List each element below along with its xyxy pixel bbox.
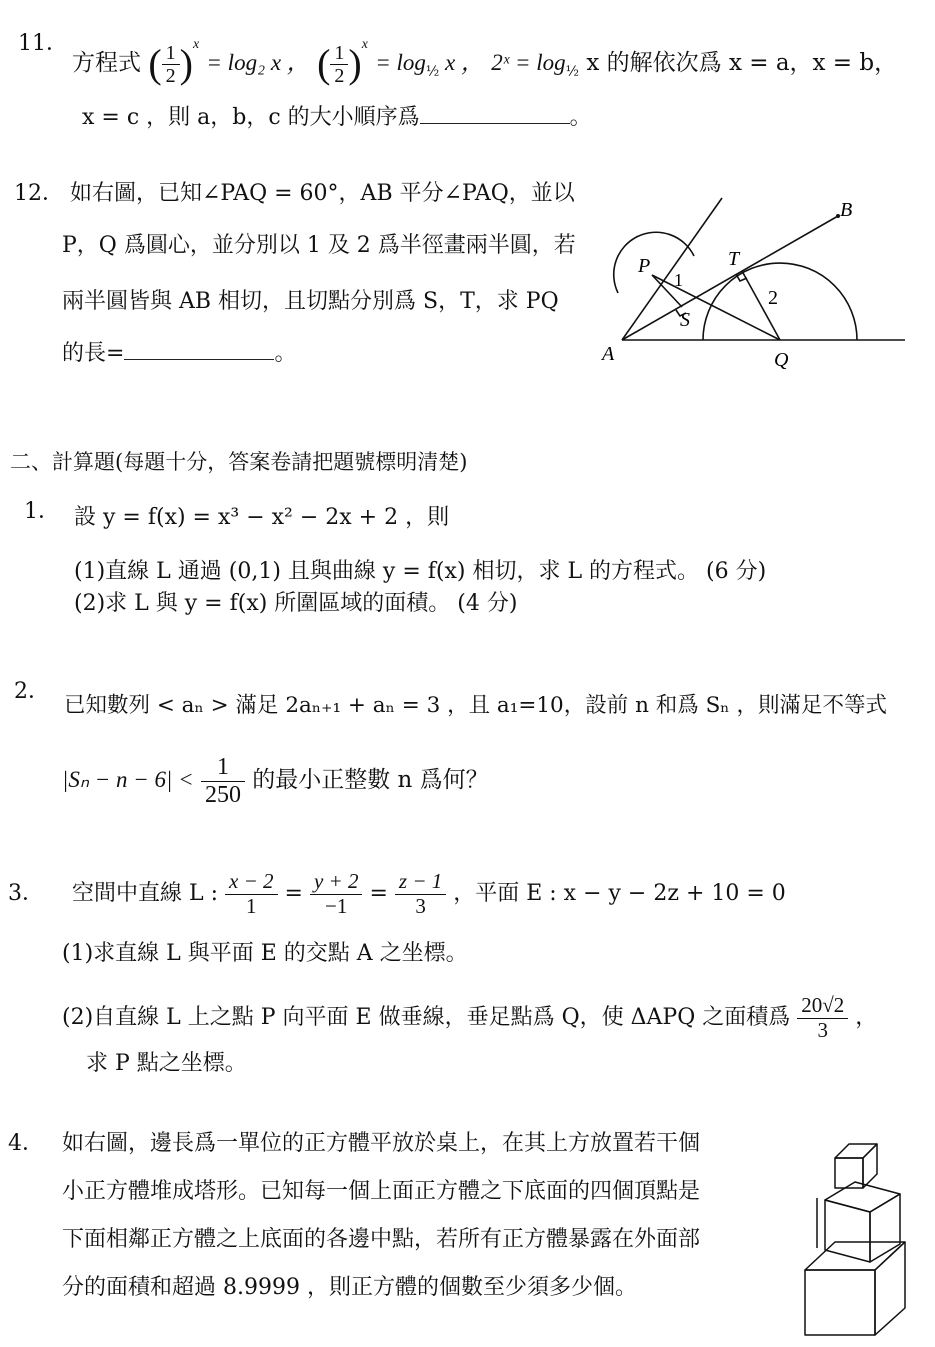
semicircle-q: [703, 263, 857, 340]
label-q: Q: [774, 349, 789, 371]
c3-area-num: 20√2: [797, 994, 848, 1018]
q12-line4-text: 的長=: [62, 341, 125, 366]
q11-line2-text: x = c ，則 a，b，c 的大小順序爲: [82, 105, 420, 130]
top-cube-side: [863, 1144, 877, 1188]
q11-eq3-tail: x 的解依次爲 x = a，x = b，: [579, 50, 898, 76]
q11-eq1: = log₂ x ，: [206, 50, 310, 75]
q11-answer-blank: [420, 105, 570, 124]
c3-line1-tail: ，平面 E : x − y − 2z + 10 = 0: [453, 881, 786, 906]
c2-ineq-tail: 的最小正整數 n 爲何？: [252, 767, 489, 793]
c4-line4: 分的面積和超過 8.9999 ，則正方體的個數至少須多少個。: [62, 1275, 637, 1300]
c3-number: 3．: [8, 881, 44, 906]
c4-number: 4．: [8, 1131, 44, 1156]
c2-number: 2．: [14, 679, 50, 704]
middle-cube-front: [825, 1200, 870, 1262]
q11-equations-line: 方程式 ( $\frac{1}{2}$ )$^x$ = log₂ x ， ( $\frac{1}{2}$ )$^x = \log_{\frac{1}{2}} x$ ， 2ˣ = $\log_{\frac{1}{2}} x$ 的解依次爲 x = a，x = b，: [72, 36, 898, 87]
c3-frac3-den: 3: [415, 893, 426, 918]
q11-number: 11．: [18, 31, 68, 56]
c3-frac2-num: y + 2: [310, 870, 363, 894]
c2-frac-num: 1: [201, 754, 245, 781]
c1-number: 1．: [24, 499, 60, 524]
label-r2: 2: [768, 287, 778, 309]
c1-line3: (2)求 L 與 y = f(x) 所圍區域的面積。 (4 分): [74, 591, 518, 616]
ray-ap: [622, 198, 722, 340]
segment-pq: [652, 275, 780, 340]
q12-line2: P，Q 爲圓心，並分別以 1 及 2 爲半徑畫兩半圓，若: [62, 233, 576, 258]
bottom-cube-front: [805, 1270, 875, 1335]
c1-line1: 設 y = f(x) = x³ − x² − 2x + 2 ，則: [74, 505, 450, 530]
section2-title: 二、計算題(每題十分，答案卷請把題號標明清楚): [10, 450, 468, 474]
q11-eq2: = log: [375, 50, 426, 75]
label-s: S: [680, 309, 690, 331]
c2-line2: [62, 752, 489, 808]
c2-ineq-left: |Sₙ − n − 6| <: [62, 767, 194, 792]
q11-eq3: 2ˣ = log: [491, 50, 566, 75]
q12-line1: 如右圖，已知∠PAQ = 60°，AB 平分∠PAQ，並以: [70, 181, 575, 206]
c3-frac1: [225, 870, 278, 917]
c3-area-fraction: [797, 994, 848, 1041]
q11-line2-end: 。: [569, 105, 592, 130]
q12-answer-blank: [124, 341, 274, 360]
q11-eq3-base: ½: [565, 63, 580, 80]
q12-line4-end: 。: [274, 341, 297, 366]
c3-line1-prefix: 空間中直線 L :: [72, 881, 219, 906]
cube-tower-figure: [795, 1130, 920, 1340]
q12-line4: [62, 340, 296, 368]
c3-frac2: [310, 870, 363, 917]
label-b: B: [840, 199, 853, 221]
c3-line3: [62, 990, 877, 1046]
q11-eq2-base: ½: [425, 63, 440, 80]
c1-line2: (1)直線 L 通過 (0,1) 且與曲線 y = f(x) 相切，求 L 的方程式。 (6 分): [74, 559, 767, 584]
c3-line4: 求 P 點之坐標。: [86, 1051, 247, 1076]
q12-geometry-figure: [600, 190, 920, 380]
label-r1: 1: [674, 270, 683, 290]
c3-line1: 空間中直線 L : $\frac{x - 2}{1}$ = $\frac{y + 2}{-1}$ = $\frac{z - 1}{3}$ ，平面 E : x − y − 2z + 10 = 0: [72, 869, 786, 918]
c4-line3: 下面相鄰正方體之上底面的各邊中點，若所有正方體暴露在外面部: [62, 1227, 701, 1252]
c3-frac1-num: x − 2: [225, 870, 278, 894]
q12-number: 12．: [14, 181, 64, 206]
label-p: P: [638, 255, 651, 277]
q12-line3: 兩半圓皆與 AB 相切，且切點分別爲 S，T，求 PQ: [62, 289, 559, 314]
label-a: A: [602, 343, 615, 365]
c3-frac3: [395, 870, 446, 917]
c2-line1: 已知數列 < aₙ > 滿足 2aₙ₊₁ + aₙ = 3 ，且 a₁=10，設前 n 和爲 Sₙ ，則滿足不等式: [64, 693, 887, 718]
c3-line2: (1)求直線 L 與平面 E 的交點 A 之坐標。: [62, 941, 468, 966]
c2-fraction: [201, 754, 245, 808]
c3-line3-end: ，: [855, 1005, 878, 1030]
c3-area-den: 3: [817, 1017, 828, 1042]
q11-prefix: 方程式: [72, 50, 141, 76]
q11-line2: [82, 104, 592, 132]
c2-frac-den: 250: [204, 781, 241, 808]
c4-line1: 如右圖，邊長爲一單位的正方體平放於桌上，在其上方放置若干個: [62, 1131, 701, 1156]
label-t: T: [728, 248, 740, 270]
c3-frac1-den: 1: [246, 893, 257, 918]
c3-frac2-den: −1: [325, 893, 348, 918]
c3-line3-text: (2)自直線 L 上之點 P 向平面 E 做垂線，垂足點爲 Q，使 ΔAPQ 之面積爲: [62, 1005, 791, 1030]
c4-line2: 小正方體堆成塔形。已知每一個上面正方體之下底面的四個頂點是: [62, 1179, 701, 1204]
c3-frac3-num: z − 1: [395, 870, 446, 894]
q11-eq2-arg: x ，: [439, 50, 484, 75]
